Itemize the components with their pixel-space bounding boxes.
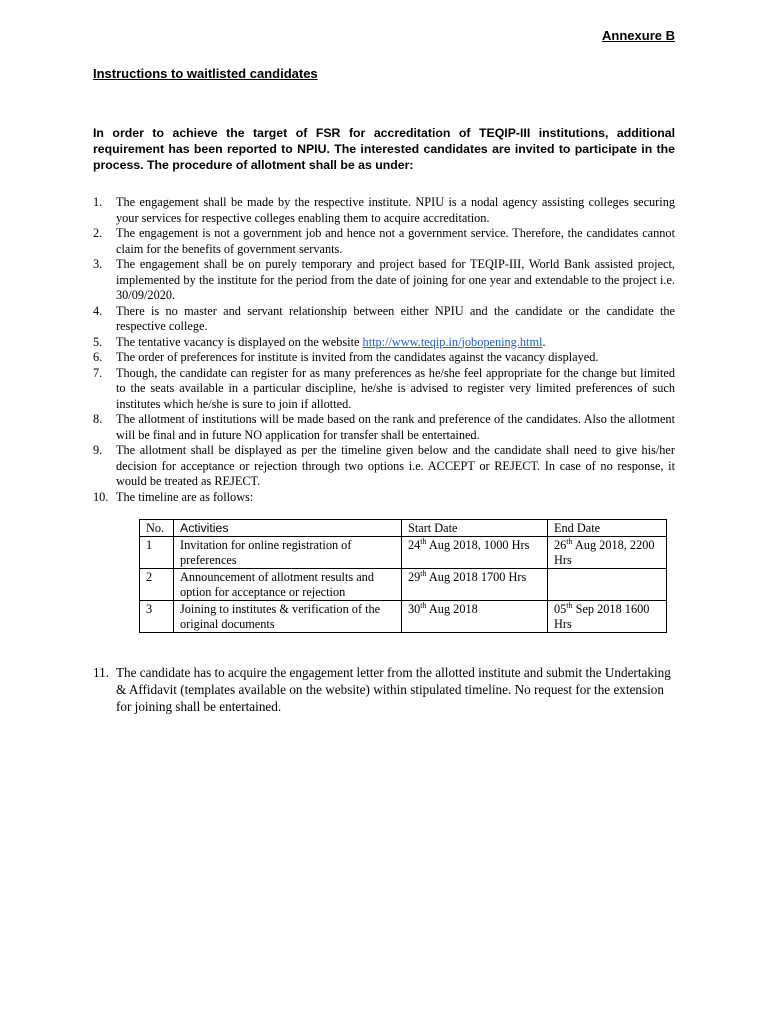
item-text: The engagement shall be made by the respective institute. NPIU is a nodal agency assisting colleges securing your services for respective colleges enabling them to acquire accreditation.: [116, 195, 675, 225]
row-start-date: 29th Aug 2018 1700 Hrs: [402, 569, 548, 601]
row-activity: Joining to institutes & verification of the original documents: [174, 601, 402, 633]
item-text: The engagement shall be on purely temporary and project based for TEQIP-III, World Bank assisted project, implemented by the institute for the period from the date of joining for one year and extendable to the project i.e. 30/09/2020.: [116, 257, 675, 302]
item-text: The engagement is not a government job and hence not a government service. Therefore, the candidates cannot claim for the benefits of government servants.: [116, 226, 675, 256]
instruction-list: [93, 195, 675, 505]
item-text: The candidate has to acquire the engagement letter from the allotted institute and submit the Undertaking & Affidavit (templates available on the website) within stipulated timeline. No request for the extension for joining shall be entertained.: [116, 665, 671, 714]
vacancy-link[interactable]: http://www.teqip.in/jobopening.html: [362, 334, 543, 349]
row-no: 2: [140, 569, 174, 601]
item-number: 10.: [93, 489, 109, 504]
row-end-date: 05th Sep 2018 1600 Hrs: [548, 601, 667, 633]
item-text: The order of preferences for institute is invited from the candidates against the vacancy displayed.: [116, 350, 599, 364]
intro-paragraph: In order to achieve the target of FSR for accreditation of TEQIP-III institutions, additional requirement has been reported to NPIU. The interested candidates are invited to participate in the process. The procedure of allotment shall be as under:: [93, 126, 675, 172]
item-text: The allotment of institutions will be made based on the rank and preference of the candidates. Also the allotment will be final and in future NO application for transfer shall be entertained.: [116, 412, 675, 442]
item-number: 9.: [93, 443, 103, 457]
list-item: [93, 366, 675, 413]
item-text: The allotment shall be displayed as per the timeline given below and the candidate shall need to give his/her decision for acceptance or rejection through two options i.e. ACCEPT or REJECT. In case of no response, it would be treated as REJECT.: [116, 443, 675, 488]
list-item: [93, 490, 675, 506]
row-end-date: 26th Aug 2018, 2200 Hrs: [548, 537, 667, 569]
item-number: 1.: [93, 195, 103, 209]
item-number: 8.: [93, 412, 103, 426]
item-number: 11.: [93, 665, 109, 680]
row-no: 1: [140, 537, 174, 569]
item-number: 5.: [93, 334, 103, 349]
page-title: Instructions to waitlisted candidates: [93, 66, 318, 81]
row-no: 3: [140, 601, 174, 633]
item-number: 2.: [93, 226, 103, 240]
row-activity: Announcement of allotment results and option for acceptance or rejection: [174, 569, 402, 601]
list-item: [93, 195, 675, 226]
item-text: The timeline are as follows:: [116, 489, 254, 504]
item-number: 6.: [93, 350, 103, 364]
item-text: There is no master and servant relationship between either NPIU and the candidate or the candidate the respective college.: [116, 303, 675, 333]
list-item-11: [93, 664, 675, 715]
annexure-label: Annexure B: [602, 28, 675, 43]
list-item: [93, 257, 675, 304]
list-item: [93, 443, 675, 490]
table-row: [140, 537, 667, 569]
header-activities: Activities: [174, 520, 402, 537]
list-item: [93, 412, 675, 443]
list-item: [93, 304, 675, 335]
item-number: 4.: [93, 303, 103, 318]
header-end-date: End Date: [548, 520, 667, 537]
table-header-row: [140, 520, 667, 537]
item-text: The tentative vacancy is displayed on the website: [116, 334, 363, 349]
row-end-date: [548, 569, 667, 601]
item-text-end: .: [542, 334, 546, 349]
item-number: 3.: [93, 257, 103, 271]
list-item: [93, 335, 675, 351]
list-item: [93, 226, 675, 257]
row-activity: Invitation for online registration of preferences: [174, 537, 402, 569]
row-start-date: 24th Aug 2018, 1000 Hrs: [402, 537, 548, 569]
item-number: 7.: [93, 365, 103, 380]
list-item: [93, 350, 675, 366]
table-row: [140, 601, 667, 633]
header-no: No.: [140, 520, 174, 537]
header-start-date: Start Date: [402, 520, 548, 537]
table-row: [140, 569, 667, 601]
timeline-table: [139, 519, 667, 633]
item-text: Though, the candidate can register for as many preferences as he/she feel appropriate for the change but limited to the seats available in a particular discipline, he/she is advised to register very limited preferences of such institutes which he/she is sure to join if allotted.: [116, 365, 675, 411]
row-start-date: 30th Aug 2018: [402, 601, 548, 633]
